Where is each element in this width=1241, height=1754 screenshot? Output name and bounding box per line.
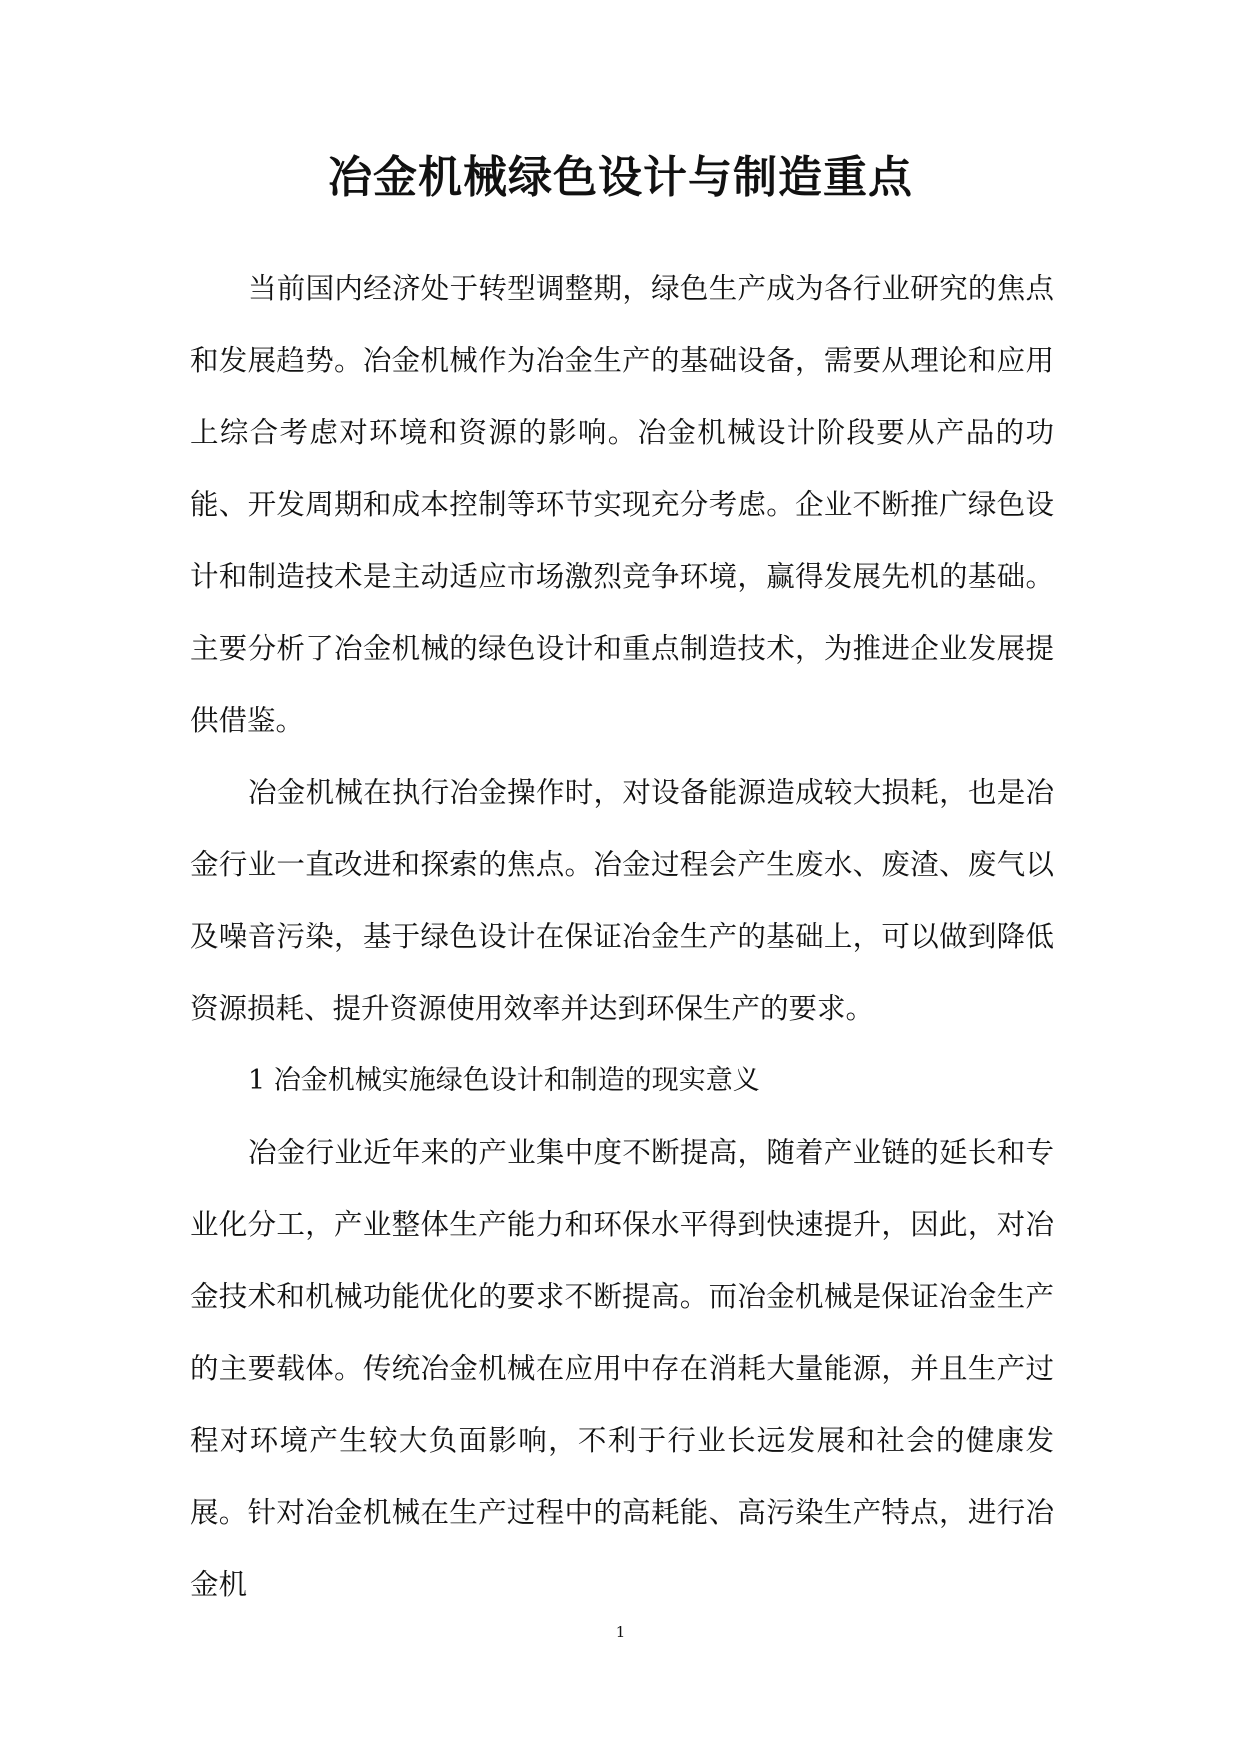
document-title: 冶金机械绿色设计与制造重点 [328,152,913,203]
document-body [190,253,1054,1621]
page-number: 1 [615,1623,626,1641]
paragraph-energy: 冶金机械在执行冶金操作时，对设备能源造成较大损耗，也是冶金行业一直改进和探索的焦点。冶金过程会产生废水、废渣、废气以及噪音污染，基于绿色设计在保证冶金生产的基础上，可以做到降低资源损耗、提升资源使用效率并达到环保生产的要求。 [190,776,1054,1025]
paragraph-significance: 冶金行业近年来的产业集中度不断提高，随着产业链的延长和专业化分工，产业整体生产能力和环保水平得到快速提升，因此，对冶金技术和机械功能优化的要求不断提高。而冶金机械是保证冶金生产的主要载体。传统冶金机械在应用中存在消耗大量能源，并且生产过程对环境产生较大负面影响，不利于行业长远发展和社会的健康发展。针对冶金机械在生产过程中的高耗能、高污染生产特点，进行冶金机 [190,1136,1054,1601]
section-heading: 1 冶金机械实施绿色设计和制造的现实意义 [248,1065,760,1096]
paragraph-intro: 当前国内经济处于转型调整期，绿色生产成为各行业研究的焦点和发展趋势。冶金机械作为冶金生产的基础设备，需要从理论和应用上综合考虑对环境和资源的影响。冶金机械设计阶段要从产品的功能、开发周期和成本控制等环节实现充分考虑。企业不断推广绿色设计和制造技术是主动适应市场激烈竞争环境，赢得发展先机的基础。主要分析了冶金机械的绿色设计和重点制造技术，为推进企业发展提供借鉴。 [190,272,1054,737]
